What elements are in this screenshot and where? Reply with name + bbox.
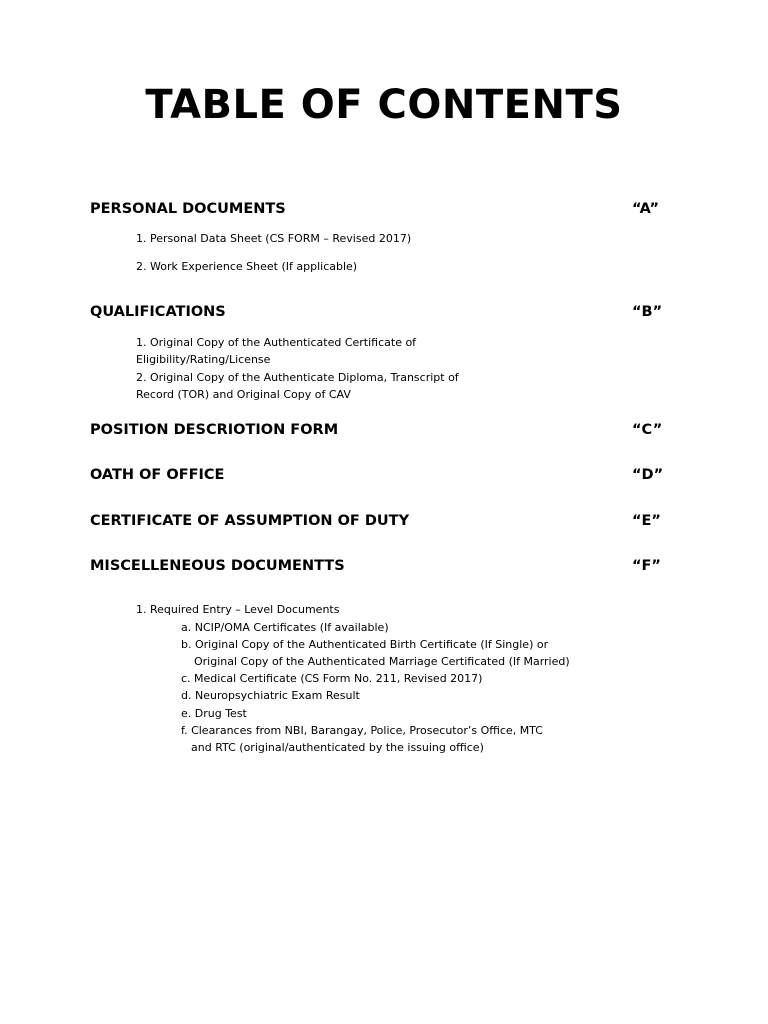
list-item: 1. Original Copy of the Authenticated Certificate of	[136, 336, 417, 349]
sub-list-item: d. Neuropsychiatric Exam Result	[181, 689, 360, 702]
list-item: Record (TOR) and Original Copy of CAV	[136, 388, 351, 401]
sub-list-item: c. Medical Certificate (CS Form No. 211, Revised 2017)	[181, 672, 483, 685]
section-tab-b: “B”	[632, 304, 663, 320]
section-tab-f: “F”	[632, 558, 661, 574]
page-title: TABLE OF CONTENTS	[145, 82, 623, 128]
section-heading-certificate-of-assumption: CERTIFICATE OF ASSUMPTION OF DUTY	[90, 513, 410, 529]
section-heading-miscellaneous-documents: MISCELLENEOUS DOCUMENTTS	[90, 558, 345, 574]
list-item: 2. Original Copy of the Authenticate Diploma, Transcript of	[136, 371, 459, 384]
sub-list-item: and RTC (original/authenticated by the issuing office)	[191, 741, 484, 754]
list-item: 1. Personal Data Sheet (CS FORM – Revised 2017)	[136, 232, 412, 245]
section-heading-oath-of-office: OATH OF OFFICE	[90, 467, 225, 483]
sub-list-item: f. Clearances from NBI, Barangay, Police, Prosecutor’s Office, MTC	[181, 724, 543, 737]
section-heading-personal-documents: PERSONAL DOCUMENTS	[90, 201, 286, 217]
section-heading-qualifications: QUALIFICATIONS	[90, 304, 226, 320]
list-item: Eligibility/Rating/License	[136, 353, 271, 366]
section-heading-position-description-form: POSITION DESCRIOTION FORM	[90, 422, 339, 438]
section-tab-c: “C”	[632, 422, 663, 438]
section-tab-a: “A”	[632, 201, 660, 217]
sub-list-item: b. Original Copy of the Authenticated Birth Certificate (If Single) or	[181, 638, 549, 651]
sub-list-item: a. NCIP/OMA Certificates (If available)	[181, 621, 389, 634]
section-tab-e: “E”	[632, 513, 661, 529]
sub-list-item: e. Drug Test	[181, 707, 247, 720]
sub-list-item: Original Copy of the Authenticated Marriage Certificated (If Married)	[194, 655, 570, 668]
list-item: 2. Work Experience Sheet (If applicable)	[136, 260, 358, 273]
list-item: 1. Required Entry – Level Documents	[136, 603, 340, 616]
section-tab-d: “D”	[632, 467, 664, 483]
